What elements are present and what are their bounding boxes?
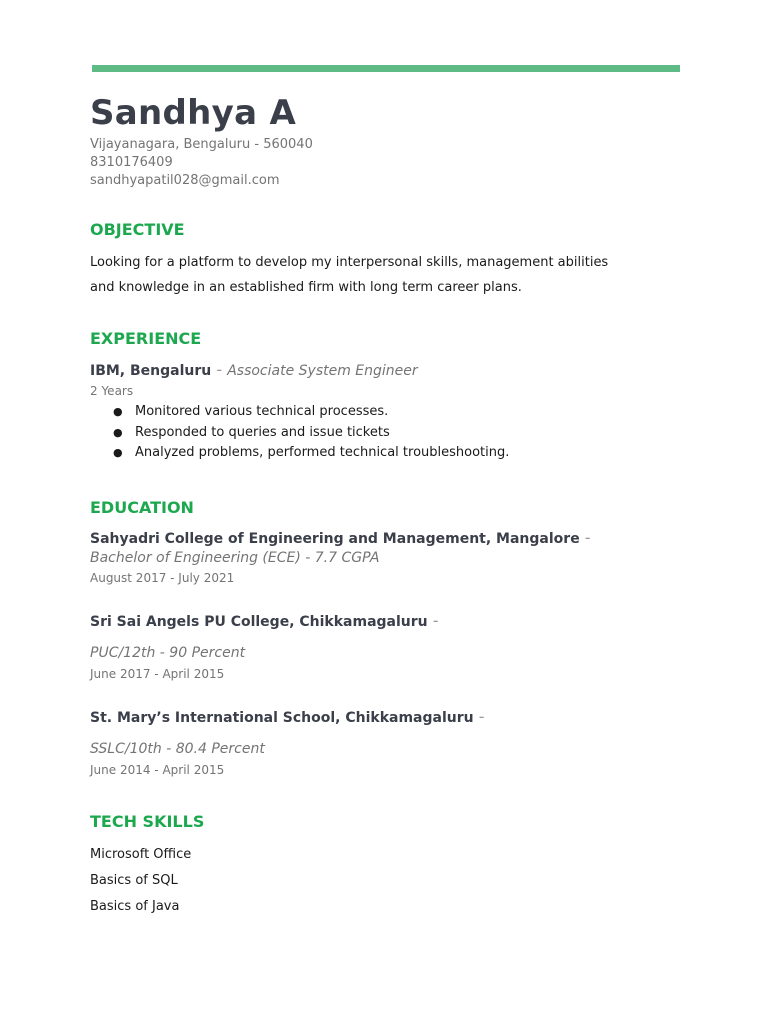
- tech-skills-section: [90, 811, 690, 920]
- education-entry: [90, 612, 690, 683]
- degree-details: Bachelor of Engineering (ECE) - 7.7 CGPA: [90, 549, 380, 566]
- responsibility-list: [90, 402, 690, 464]
- tech-skills-heading: TECH SKILLS: [90, 811, 205, 831]
- institution-name: Sahyadri College of Engineering and Management, Mangalore: [90, 530, 580, 547]
- education-dates: June 2014 - April 2015: [90, 762, 225, 777]
- objective-heading: OBJECTIVE: [90, 220, 185, 239]
- list-item: Basics of SQL: [90, 872, 178, 888]
- institution-name: St. Mary’s International School, Chikkamagaluru: [90, 709, 474, 726]
- entry-separator: -: [427, 610, 439, 630]
- institution-name: Sri Sai Angels PU College, Chikkamagaluru: [90, 613, 428, 630]
- list-item: [90, 443, 690, 464]
- candidate-name: Sandhya A: [90, 93, 297, 133]
- phone-number: 8310176409: [90, 155, 173, 170]
- list-item: [90, 402, 690, 423]
- list-item: Microsoft Office: [90, 846, 192, 862]
- experience-heading: EXPERIENCE: [90, 329, 202, 348]
- entry-separator: -: [473, 706, 485, 726]
- education-entry: [90, 529, 690, 587]
- list-item: Basics of Java: [90, 898, 180, 914]
- education-dates: June 2017 - April 2015: [90, 666, 225, 681]
- address: Vijayanagara, Bengaluru - 560040: [90, 137, 313, 152]
- bullet-icon: ●: [113, 425, 123, 439]
- objective-line-2: and knowledge in an established firm with long term career plans.: [90, 280, 522, 295]
- job-role: Associate System Engineer: [227, 363, 418, 379]
- responsibility-text: Analyzed problems, performed technical troubleshooting.: [135, 445, 510, 460]
- header-accent-rule: [92, 65, 680, 72]
- resume-content: [90, 92, 690, 920]
- entry-separator: -: [579, 527, 591, 547]
- contact-header: [90, 92, 690, 190]
- entry-separator: -: [211, 360, 228, 379]
- objective-section: [90, 219, 690, 300]
- experience-entry: [90, 360, 690, 381]
- experience-section: [90, 328, 690, 464]
- email-address: sandhyapatil028@gmail.com: [90, 173, 280, 188]
- education-section: [90, 497, 690, 779]
- education-dates: August 2017 - July 2021: [90, 570, 235, 585]
- objective-line-1: Looking for a platform to develop my interpersonal skills, management abilities: [90, 255, 609, 270]
- company-name: IBM, Bengaluru: [90, 363, 212, 379]
- bullet-icon: ●: [113, 446, 123, 459]
- list-item: [90, 423, 690, 444]
- education-heading: EDUCATION: [90, 497, 194, 517]
- education-entry: [90, 708, 690, 779]
- experience-duration: 2 Years: [90, 384, 134, 398]
- degree-details: PUC/12th - 90 Percent: [90, 644, 246, 661]
- bullet-icon: ●: [113, 405, 123, 418]
- degree-details: SSLC/10th - 80.4 Percent: [90, 740, 265, 757]
- responsibility-text: Monitored various technical processes.: [135, 404, 389, 419]
- responsibility-text: Responded to queries and issue tickets: [135, 424, 390, 440]
